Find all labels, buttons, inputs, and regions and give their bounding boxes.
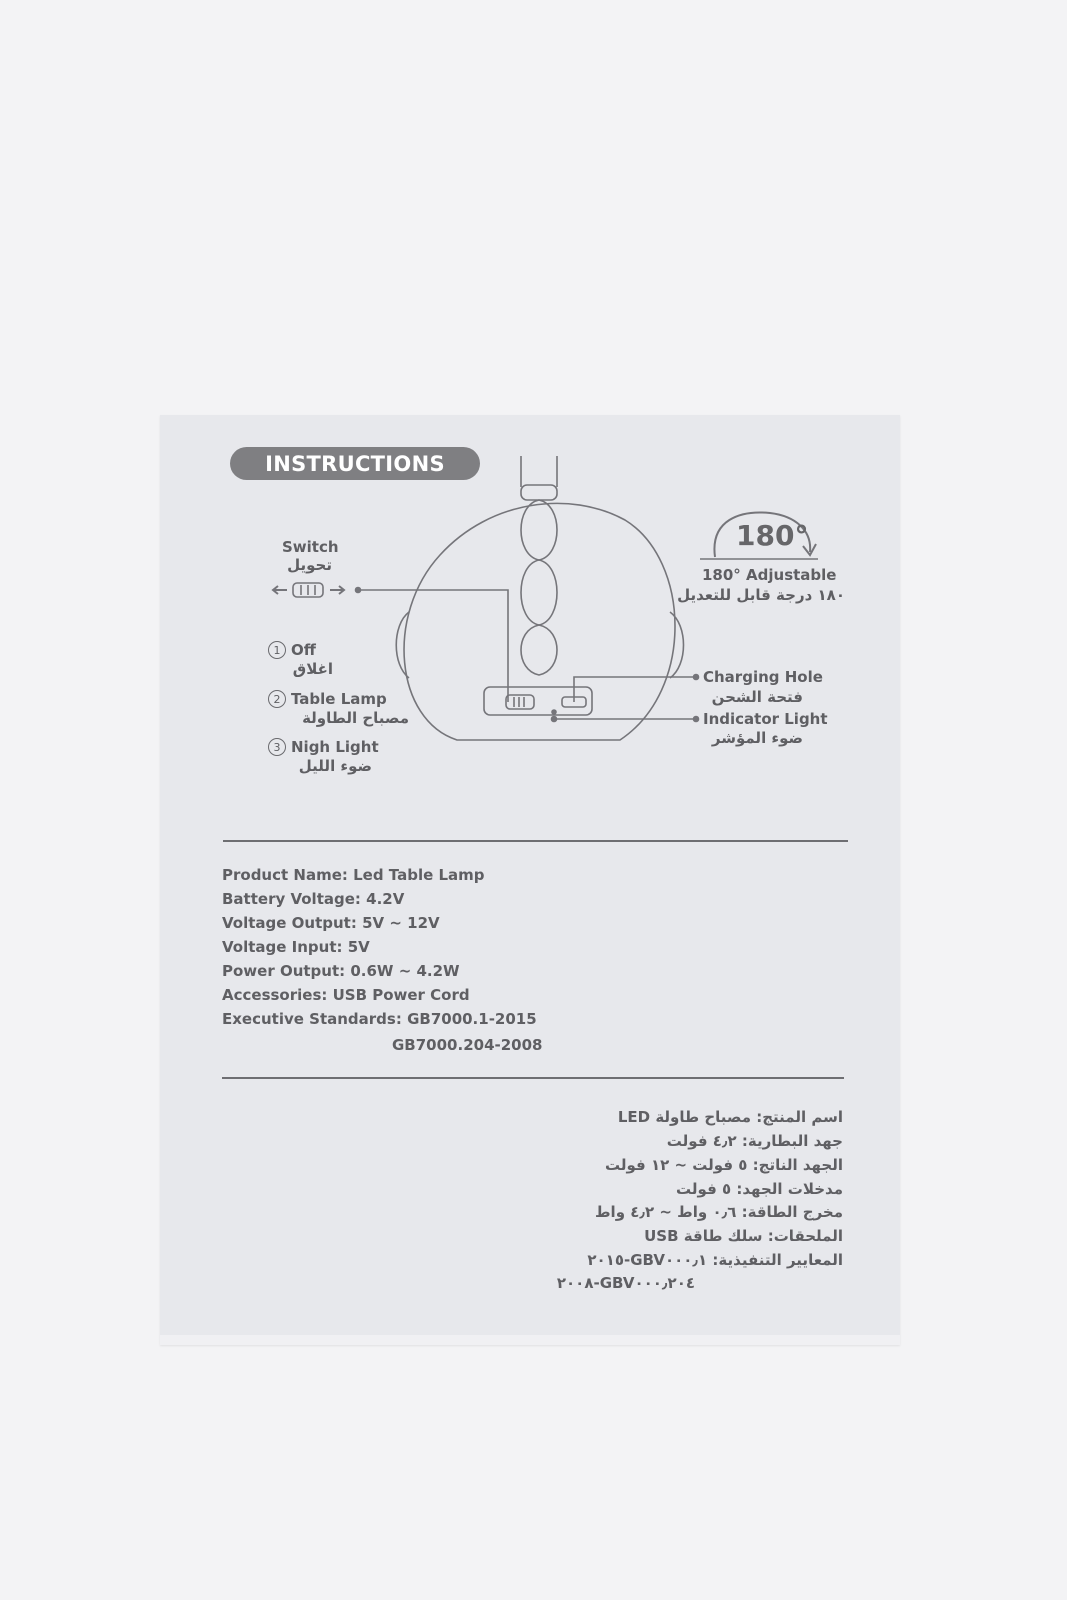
switch-leader (358, 590, 508, 702)
instructions-badge: INSTRUCTIONS (230, 447, 480, 480)
charging-hole-label-ar: فتحة الشحن (711, 688, 803, 706)
mode-2-number: 2 (268, 690, 286, 708)
indicator-light-label-en: Indicator Light (703, 710, 828, 728)
mode-3-number: 3 (268, 738, 286, 756)
right-arrow-icon (330, 586, 344, 594)
base-switch (506, 695, 534, 709)
indicator-dot (552, 710, 556, 714)
spec-en-power-output: Power Output: 0.6W ~ 4.2W (222, 962, 460, 980)
spec-ar-battery-voltage: جهد البطارية: ٤٫٢ فولت (666, 1132, 843, 1150)
bead-3 (521, 625, 557, 675)
divider-bottom (222, 1077, 844, 1079)
adjustable-label-en: 180° Adjustable (702, 566, 837, 584)
mode-2-label-ar: مصباح الطاولة (302, 709, 409, 727)
divider-top (223, 840, 848, 842)
indicator-light-label-ar: ضوء المؤشر (711, 729, 803, 747)
spec-en-voltage-output: Voltage Output: 5V ~ 12V (222, 914, 440, 932)
bead-2 (521, 560, 557, 625)
spec-ar-standards-extra: GBV٠٠٠٫٢٠٤-٢٠٠٨ (556, 1274, 695, 1292)
base-panel (484, 687, 592, 715)
mode-1-number: 1 (268, 641, 286, 659)
mode-3-label-en: Nigh Light (291, 738, 379, 756)
charging-hole-label-en: Charging Hole (703, 668, 823, 686)
rotation-degree-label: 180° (736, 519, 809, 552)
spec-en-accessories: Accessories: USB Power Cord (222, 986, 470, 1004)
lamp-globe-outline (404, 503, 675, 740)
switch-label-en: Switch (282, 538, 339, 556)
spec-en-voltage-input: Voltage Input: 5V (222, 938, 370, 956)
mode-1-label-en: Off (291, 641, 316, 659)
mode-3-label-ar: ضوء الليل (298, 757, 372, 775)
spec-en-product-name: Product Name: Led Table Lamp (222, 866, 485, 884)
spec-en-battery-voltage: Battery Voltage: 4.2V (222, 890, 405, 908)
spec-en-standards-extra: GB7000.204-2008 (392, 1036, 543, 1054)
spec-ar-accessories: الملحقات: سلك طاقة USB (644, 1227, 843, 1245)
adjustable-label-ar: ١٨٠ درجة قابل للتعديل (677, 586, 845, 604)
bead-1 (521, 500, 557, 560)
spec-en-standards: Executive Standards: GB7000.1-2015 (222, 1010, 537, 1028)
spec-ar-voltage-input: مدخلات الجهد: ٥ فولت (676, 1180, 843, 1198)
switch-label-ar: تحويل (287, 556, 332, 574)
left-arrow-icon (273, 586, 287, 594)
mode-2-label-en: Table Lamp (291, 690, 387, 708)
spec-ar-product-name: اسم المنتج: مصباح طاولة LED (617, 1108, 843, 1126)
mode-1-label-ar: اغلاق (292, 660, 333, 678)
spec-ar-voltage-output: الجهد الناتج: ٥ فولت ~ ١٢ فولت (605, 1156, 843, 1174)
stem-collar (521, 485, 557, 500)
spec-ar-power-output: مخرج الطاقة: ٠٫٦ واط ~ ٤٫٢ واط (594, 1203, 843, 1221)
spec-ar-standards: المعايير التنفيذية: GBV٠٠٠٫١-٢٠١٥ (587, 1251, 843, 1269)
right-knob (670, 612, 684, 678)
